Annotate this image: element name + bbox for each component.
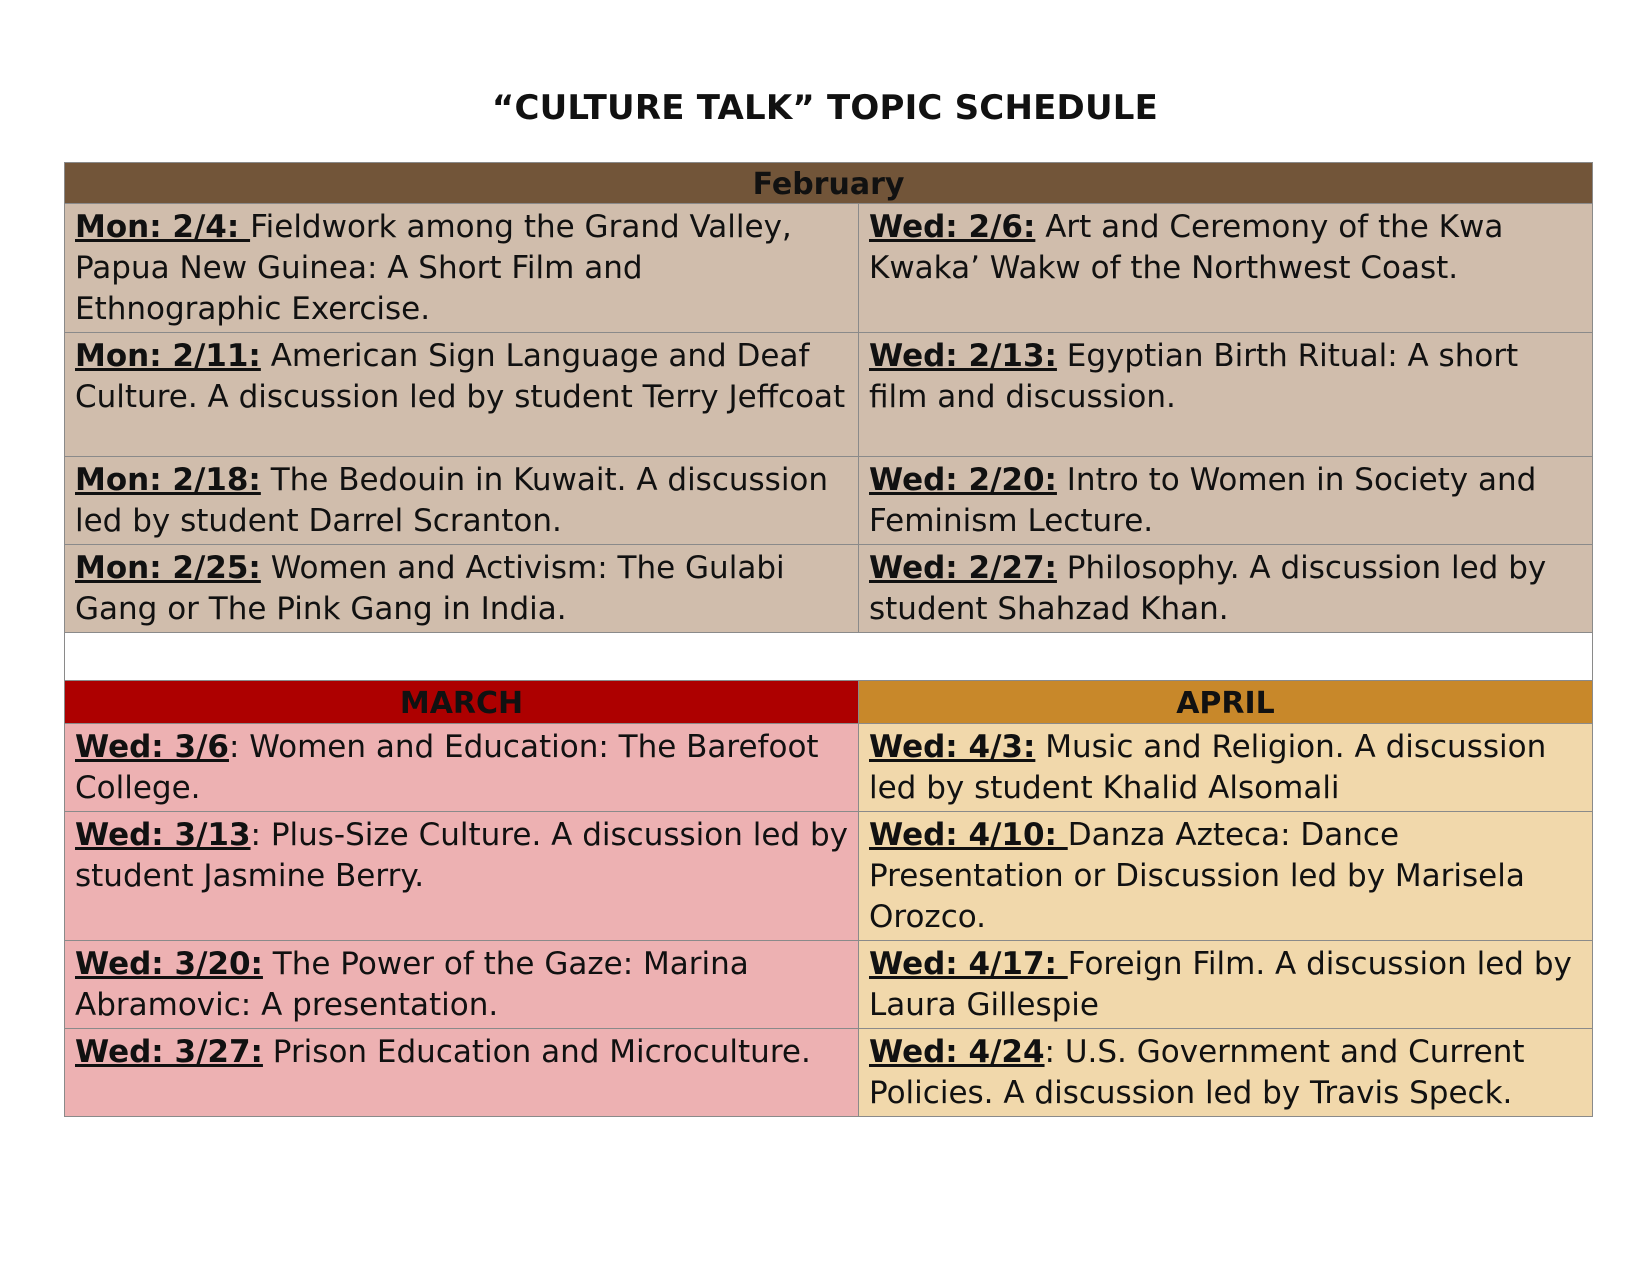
schedule-entry (65, 812, 859, 941)
page-title: “CULTURE TALK” TOPIC SCHEDULE (491, 88, 1159, 128)
table-row (65, 724, 1593, 812)
entry-topic: American Sign Language and Deaf Culture. A discussion led by student Terry Jeffcoat (75, 338, 846, 415)
april-header: APRIL (859, 681, 1593, 724)
february-header-row (65, 163, 1593, 204)
entry-topic: The Bedouin in Kuwait. A discussion led by student Darrel Scranton. (75, 462, 829, 539)
entry-date-label: Wed: 2/20: (869, 462, 1057, 498)
entry-date-label: Wed: 4/10: (869, 817, 1068, 853)
entry-topic: Prison Education and Microculture. (262, 1034, 811, 1070)
entry-topic: The Power of the Gaze: Marina Abramovic: A presentation. (75, 946, 749, 1023)
schedule-entry (65, 333, 859, 457)
entry-date-label: Wed: 4/24 (869, 1034, 1045, 1070)
spacer-cell (65, 633, 1593, 681)
table-row (65, 1029, 1593, 1117)
entry-date-label: Wed: 4/3: (869, 729, 1036, 765)
entry-topic: Foreign Film. A discussion led by Laura Gillespie (869, 946, 1572, 1023)
entry-topic: Music and Religion. A discussion led by student Khalid Alsomali (869, 729, 1547, 806)
entry-topic: Women and Activism: The Gulabi Gang or The Pink Gang in India. (75, 550, 785, 627)
entry-topic: Egyptian Birth Ritual: A short film and discussion. (869, 338, 1519, 415)
entry-date-label: Wed: 2/13: (869, 338, 1057, 374)
entry-date-label: Wed: 3/27: (75, 1034, 263, 1070)
table-row (65, 457, 1593, 545)
entry-date-label: Wed: 2/6: (869, 209, 1036, 245)
schedule-entry (859, 457, 1593, 545)
entry-topic: Fieldwork among the Grand Valley, Papua New Guinea: A Short Film and Ethnographic Exercise. (75, 209, 792, 327)
entry-date-label: Wed: 3/13 (75, 817, 251, 853)
entry-topic: : Women and Education: The Barefoot College. (75, 729, 819, 806)
table-row (65, 333, 1593, 457)
entry-topic: Intro to Women in Society and Feminism Lecture. (869, 462, 1537, 539)
schedule-table (64, 162, 1593, 1117)
entry-date-label: Wed: 2/27: (869, 550, 1057, 586)
entry-date-label: Mon: 2/18: (75, 462, 261, 498)
table-row (65, 812, 1593, 941)
schedule-entry (859, 545, 1593, 633)
schedule-entry (65, 724, 859, 812)
schedule-entry (65, 1029, 859, 1117)
schedule-entry (859, 333, 1593, 457)
spacer-row (65, 633, 1593, 681)
february-header: February (65, 163, 1593, 204)
march-header: MARCH (65, 681, 859, 724)
schedule-entry (65, 204, 859, 333)
entry-date-label: Mon: 2/11: (75, 338, 261, 374)
schedule-entry (859, 941, 1593, 1029)
schedule-entry (65, 545, 859, 633)
schedule-entry (859, 724, 1593, 812)
entry-date-label: Wed: 3/20: (75, 946, 263, 982)
schedule-entry (859, 812, 1593, 941)
schedule-entry (859, 1029, 1593, 1117)
entry-date-label: Wed: 3/6 (75, 729, 229, 765)
table-row (65, 941, 1593, 1029)
march-april-header-row (65, 681, 1593, 724)
entry-topic: : U.S. Government and Current Policies. A discussion led by Travis Speck. (869, 1034, 1525, 1111)
entry-date-label: Wed: 4/17: (869, 946, 1068, 982)
schedule-entry (65, 941, 859, 1029)
table-row (65, 204, 1593, 333)
schedule-entry (65, 457, 859, 545)
schedule-entry (859, 204, 1593, 333)
entry-date-label: Mon: 2/25: (75, 550, 261, 586)
entry-topic: : Plus-Size Culture. A discussion led by student Jasmine Berry. (75, 817, 848, 894)
entry-topic: Art and Ceremony of the Kwa Kwaka’ Wakw of the Northwest Coast. (869, 209, 1504, 286)
entry-topic: Danza Azteca: Dance Presentation or Discussion led by Marisela Orozco. (869, 817, 1525, 935)
entry-topic: Philosophy. A discussion led by student Shahzad Khan. (869, 550, 1547, 627)
table-row (65, 545, 1593, 633)
entry-date-label: Mon: 2/4: (75, 209, 251, 245)
